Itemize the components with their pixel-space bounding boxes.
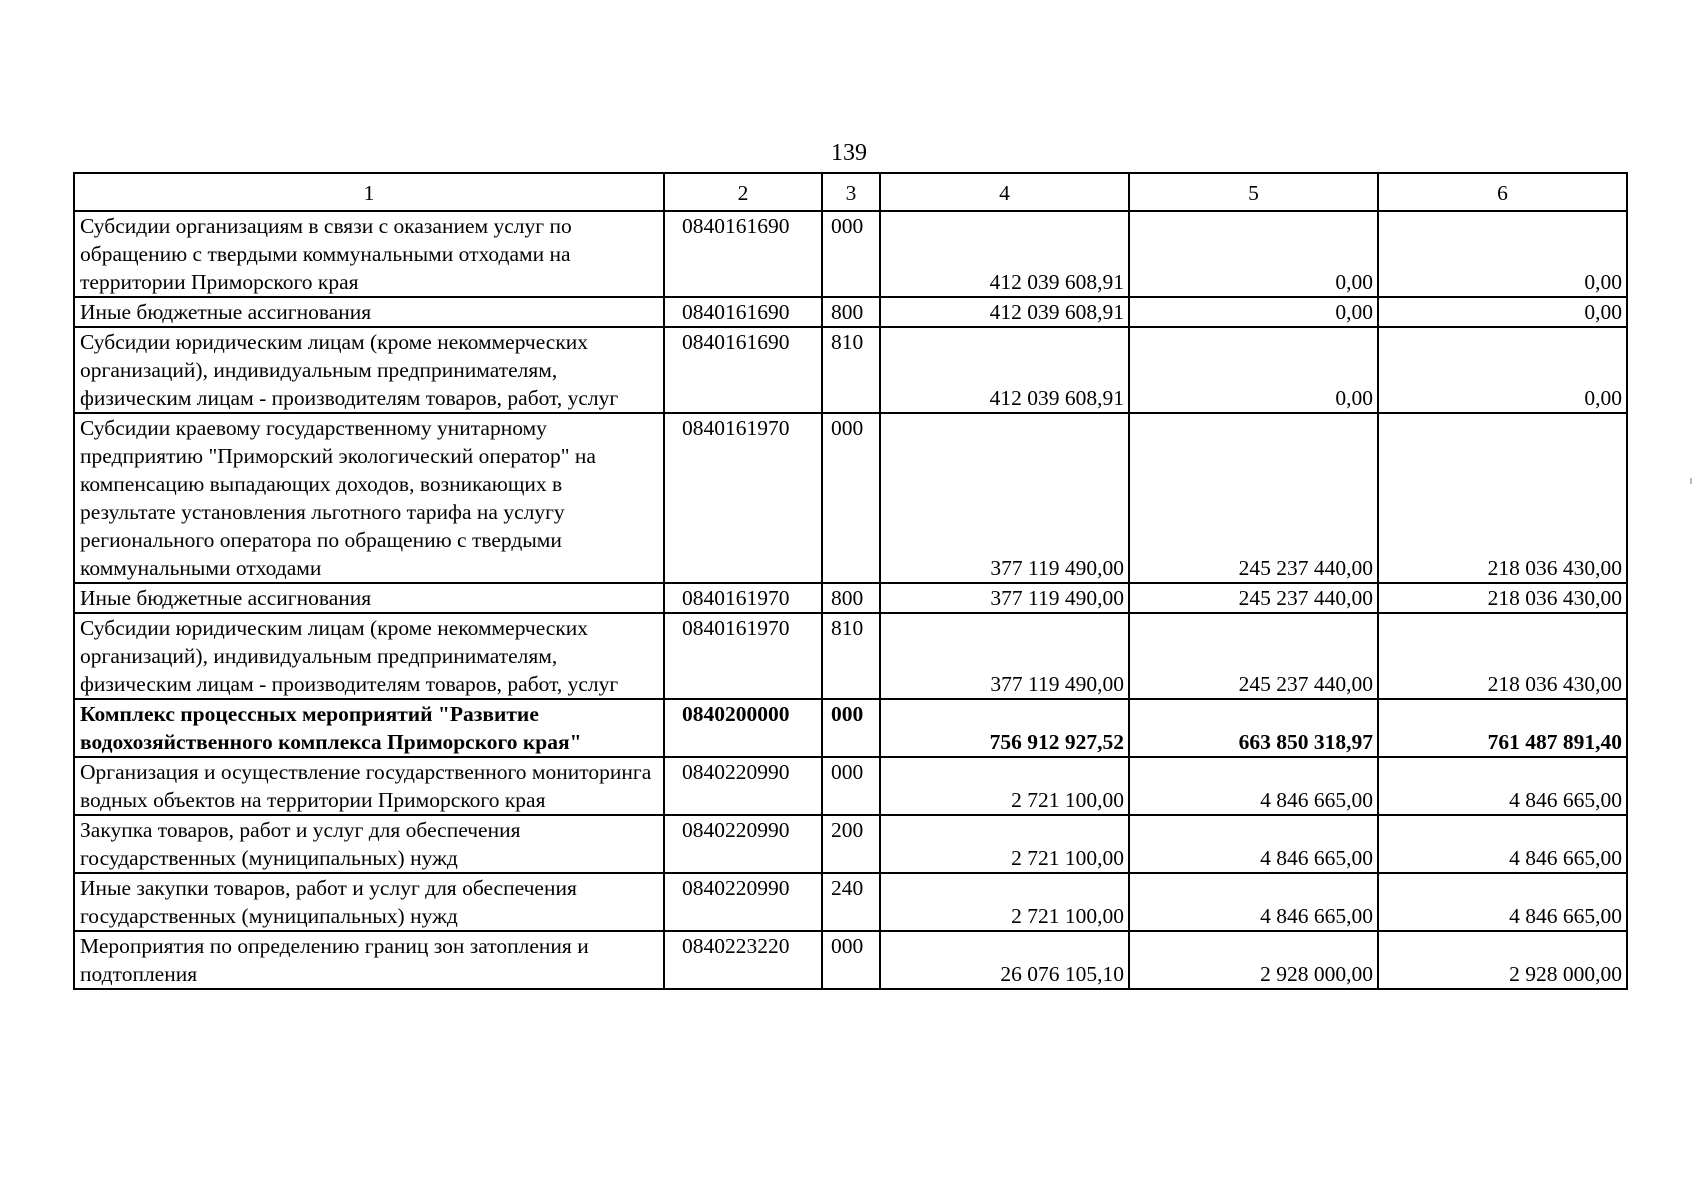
row-value-col5: 663 850 318,97	[1129, 699, 1378, 757]
row-value-col4: 412 039 608,91	[880, 211, 1129, 297]
row-value-col6: 4 846 665,00	[1378, 815, 1627, 873]
row-value-col4: 377 119 490,00	[880, 413, 1129, 583]
row-kind-cell: 000	[822, 931, 880, 989]
row-kind-cell: 000	[822, 757, 880, 815]
row-value-col5: 0,00	[1129, 327, 1378, 413]
row-value-col5: 0,00	[1129, 297, 1378, 327]
row-name-cell: Субсидии юридическим лицам (кроме некоммерческих организаций), индивидуальным предпринимателям, физическим лицам - производителям товаров, работ, услуг	[74, 327, 664, 413]
page-number-text: 139	[831, 140, 867, 166]
row-value-col6: 0,00	[1378, 297, 1627, 327]
row-value-col4: 377 119 490,00	[880, 613, 1129, 699]
row-kind-cell: 800	[822, 583, 880, 613]
row-value-col4: 2 721 100,00	[880, 815, 1129, 873]
page-number	[0, 140, 1698, 166]
row-value-col6: 4 846 665,00	[1378, 873, 1627, 931]
row-code-cell: 0840161970	[664, 413, 822, 583]
row-value-col6: 761 487 891,40	[1378, 699, 1627, 757]
column-header-6: 6	[1378, 173, 1627, 211]
row-code-cell: 0840161690	[664, 327, 822, 413]
row-name-cell: Субсидии организациям в связи с оказанием услуг по обращению с твердыми коммунальными отходами на территории Приморского края	[74, 211, 664, 297]
row-value-col6: 218 036 430,00	[1378, 583, 1627, 613]
row-value-col6: 0,00	[1378, 211, 1627, 297]
row-name-cell: Закупка товаров, работ и услуг для обеспечения государственных (муниципальных) нужд	[74, 815, 664, 873]
table-row	[74, 613, 1627, 699]
row-value-col4: 412 039 608,91	[880, 327, 1129, 413]
row-value-col5: 245 237 440,00	[1129, 413, 1378, 583]
table-row	[74, 815, 1627, 873]
column-header-5: 5	[1129, 173, 1378, 211]
table-row	[74, 211, 1627, 297]
table-header-row	[74, 173, 1627, 211]
row-kind-cell: 810	[822, 327, 880, 413]
row-code-cell: 0840161690	[664, 211, 822, 297]
row-name-cell: Иные закупки товаров, работ и услуг для обеспечения государственных (муниципальных) нужд	[74, 873, 664, 931]
row-value-col5: 245 237 440,00	[1129, 613, 1378, 699]
row-name-cell: Субсидии краевому государственному унитарному предприятию "Приморский экологический оператор" на компенсацию выпадающих доходов, возникающих в результате установления льготного тарифа на услугу регионального оператора по обращению с твердыми коммунальными отходами	[74, 413, 664, 583]
column-header-4: 4	[880, 173, 1129, 211]
row-kind-cell: 000	[822, 699, 880, 757]
row-value-col5: 4 846 665,00	[1129, 873, 1378, 931]
column-header-2: 2	[664, 173, 822, 211]
table-row	[74, 413, 1627, 583]
row-code-cell: 0840220990	[664, 815, 822, 873]
row-code-cell: 0840220990	[664, 873, 822, 931]
row-name-cell: Иные бюджетные ассигнования	[74, 583, 664, 613]
row-value-col5: 245 237 440,00	[1129, 583, 1378, 613]
table-row	[74, 699, 1627, 757]
row-value-col6: 218 036 430,00	[1378, 413, 1627, 583]
row-kind-cell: 000	[822, 211, 880, 297]
row-code-cell: 0840223220	[664, 931, 822, 989]
row-value-col4: 756 912 927,52	[880, 699, 1129, 757]
row-kind-cell: 800	[822, 297, 880, 327]
row-name-cell: Комплекс процессных мероприятий "Развитие водохозяйственного комплекса Приморского края"	[74, 699, 664, 757]
row-value-col6: 218 036 430,00	[1378, 613, 1627, 699]
row-kind-cell: 200	[822, 815, 880, 873]
row-value-col4: 412 039 608,91	[880, 297, 1129, 327]
table-row	[74, 757, 1627, 815]
table-row	[74, 297, 1627, 327]
row-code-cell: 0840161690	[664, 297, 822, 327]
row-code-cell: 0840161970	[664, 583, 822, 613]
row-value-col5: 0,00	[1129, 211, 1378, 297]
row-name-cell: Мероприятия по определению границ зон затопления и подтопления	[74, 931, 664, 989]
row-name-cell: Субсидии юридическим лицам (кроме некоммерческих организаций), индивидуальным предпринимателям, физическим лицам - производителям товаров, работ, услуг	[74, 613, 664, 699]
row-value-col6: 0,00	[1378, 327, 1627, 413]
table-row	[74, 327, 1627, 413]
row-kind-cell: 810	[822, 613, 880, 699]
row-kind-cell: 240	[822, 873, 880, 931]
row-value-col4: 2 721 100,00	[880, 873, 1129, 931]
row-value-col6: 4 846 665,00	[1378, 757, 1627, 815]
row-value-col4: 377 119 490,00	[880, 583, 1129, 613]
scan-edge-mark	[1690, 478, 1692, 484]
table-row	[74, 583, 1627, 613]
column-header-1: 1	[74, 173, 664, 211]
row-code-cell: 0840200000	[664, 699, 822, 757]
table-row	[74, 873, 1627, 931]
row-value-col5: 4 846 665,00	[1129, 757, 1378, 815]
row-value-col5: 2 928 000,00	[1129, 931, 1378, 989]
column-header-3: 3	[822, 173, 880, 211]
row-name-cell: Организация и осуществление государственного мониторинга водных объектов на территории Приморского края	[74, 757, 664, 815]
row-code-cell: 0840161970	[664, 613, 822, 699]
budget-table	[73, 172, 1628, 990]
row-name-cell: Иные бюджетные ассигнования	[74, 297, 664, 327]
row-value-col6: 2 928 000,00	[1378, 931, 1627, 989]
row-value-col4: 26 076 105,10	[880, 931, 1129, 989]
row-value-col5: 4 846 665,00	[1129, 815, 1378, 873]
row-code-cell: 0840220990	[664, 757, 822, 815]
row-value-col4: 2 721 100,00	[880, 757, 1129, 815]
table-row	[74, 931, 1627, 989]
row-kind-cell: 000	[822, 413, 880, 583]
